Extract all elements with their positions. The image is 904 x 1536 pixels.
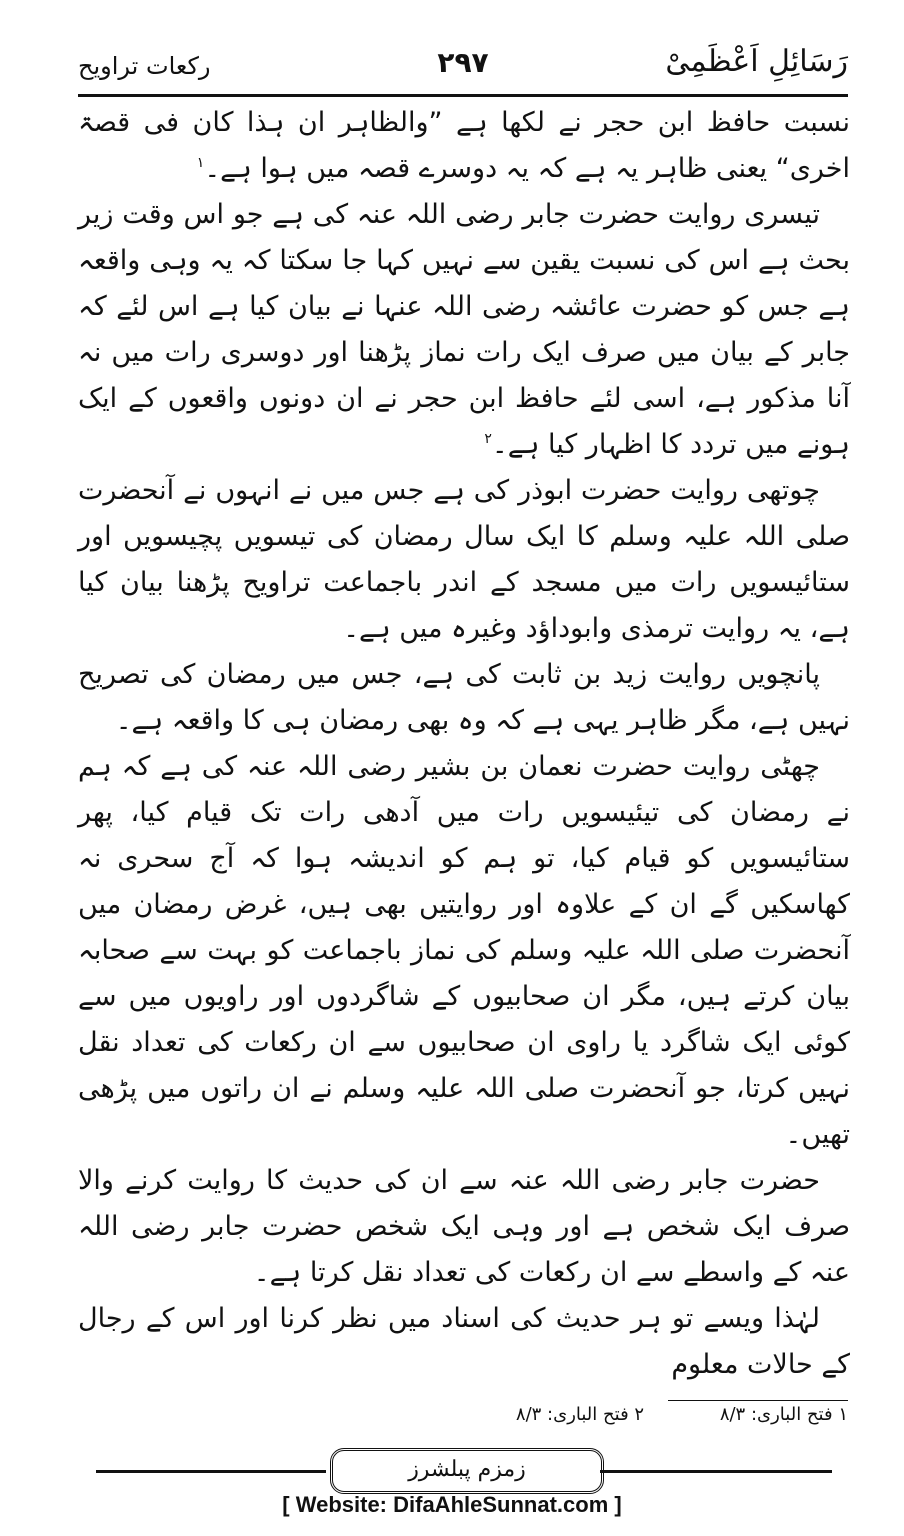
- paragraph-text: لہٰذا ویسے تو ہر حدیث کی اسناد میں نظر کرنا اور اس کے رجال کے حالات معلوم: [78, 1303, 850, 1380]
- footnote-text: فتح الباری: ۸/۳: [719, 1404, 833, 1425]
- body-text: [78, 100, 850, 1380]
- website-watermark: [ Website: DifaAhleSunnat.com ]: [282, 1492, 622, 1517]
- publisher-logo: زمزم پبلشرز: [330, 1448, 604, 1494]
- paragraph: [78, 652, 850, 744]
- page-header: [78, 40, 848, 98]
- paragraph-text: حضرت جابر رضی اللہ عنہ سے ان کی حدیث کا روایت کرنے والا صرف ایک شخص ہے اور وہی ایک شخص حضرت جابر رضی اللہ عنہ کے واسطے سے ان رکعات کی تعداد نقل کرتا ہے۔: [78, 1165, 850, 1288]
- footnotes: [248, 1404, 848, 1434]
- footnote-marker: ۲: [634, 1404, 645, 1425]
- paragraph: [78, 1296, 850, 1388]
- page-number: ۲۹۷: [437, 46, 489, 79]
- paragraph-text: چھٹی روایت حضرت نعمان بن بشیر رضی اللہ عنہ کی ہے کہ ہم نے رمضان کی تیئیسویں رات میں آدھی رات تک قیام کیا، پھر ستائیسویں کو قیام کیا، تو ہم کو اندیشہ ہوا کہ آج سحری نہ کھاسکیں گے ان کے علاوہ اور روایتیں بھی ہیں، غرض رمضان میں آنحضرت صلی اللہ علیہ وسلم کی نماز باجماعت کو بہت سے صحابہ بیان کرتے ہیں، مگر ان صحابیوں کے شاگردوں اور راویوں میں سے کوئی ایک شاگرد یا راوی ان صحابیوں سے ان رکعات کی تعداد نقل نہیں کرتا، جو آنحضرت صلی اللہ علیہ وسلم نے ان راتوں میں پڑھی تھیں۔: [78, 751, 850, 1150]
- footer-rule-right: [600, 1470, 832, 1473]
- footnote-marker: ۱: [196, 155, 205, 171]
- footer-rule-left: [96, 1470, 326, 1473]
- paragraph-text: نسبت حافظ ابن حجر نے لکھا ہے ”والظاہر ان ہذا کان فی قصۃ اخری“ یعنی ظاہر یہ ہے کہ یہ دوسرے قصہ میں ہوا ہے۔: [78, 107, 850, 184]
- footnote-marker: ۱: [838, 1404, 848, 1425]
- paragraph: [78, 100, 850, 192]
- paragraph-text: چوتھی روایت حضرت ابوذر کی ہے جس میں نے انہوں نے آنحضرت صلی اللہ علیہ وسلم کا ایک سال رمضان کی تیسویں پچیسویں اور ستائیسویں رات میں مسجد کے اندر باجماعت تراویح پڑھنا بیان کیا ہے، یہ روایت ترمذی وابوداؤد وغیرہ میں ہے۔: [78, 475, 850, 644]
- paragraph-text: تیسری روایت حضرت جابر رضی اللہ عنہ کی ہے جو اس وقت زیر بحث ہے اس کی نسبت یقین سے نہیں کہا جا سکتا کہ یہ وہی واقعہ ہے جس کو حضرت عائشہ رضی اللہ عنہا نے بیان کیا ہے اس لئے کہ جابر کے بیان میں صرف ایک رات نماز پڑھنا اور دوسری رات میں نہ آنا مذکور ہے، اسی لئے حافظ ابن حجر نے ان دونوں واقعوں کے ایک ہونے میں تردد کا اظہار کیا ہے۔: [78, 199, 850, 460]
- chapter-title: رکعات تراویح: [78, 52, 211, 80]
- footnote-text: فتح الباری: ۸/۳: [515, 1404, 629, 1425]
- footnote: [720, 1404, 848, 1425]
- footnote-rule: [668, 1400, 848, 1401]
- paragraph: [78, 192, 850, 468]
- paragraph: [78, 744, 850, 1158]
- footnote-marker: ۲: [484, 431, 492, 447]
- paragraph-text: پانچویں روایت زید بن ثابت کی ہے، جس میں رمضان کی تصریح نہیں ہے، مگر ظاہر یہی ہے کہ وہ بھی رمضان ہی کا واقعہ ہے۔: [78, 659, 850, 736]
- paragraph: [78, 1158, 850, 1296]
- book-title: رَسَائِلِ اَعْظَمِیْ: [665, 44, 848, 79]
- paragraph: [78, 468, 850, 652]
- footnote: [516, 1404, 644, 1425]
- header-rule: [78, 94, 848, 97]
